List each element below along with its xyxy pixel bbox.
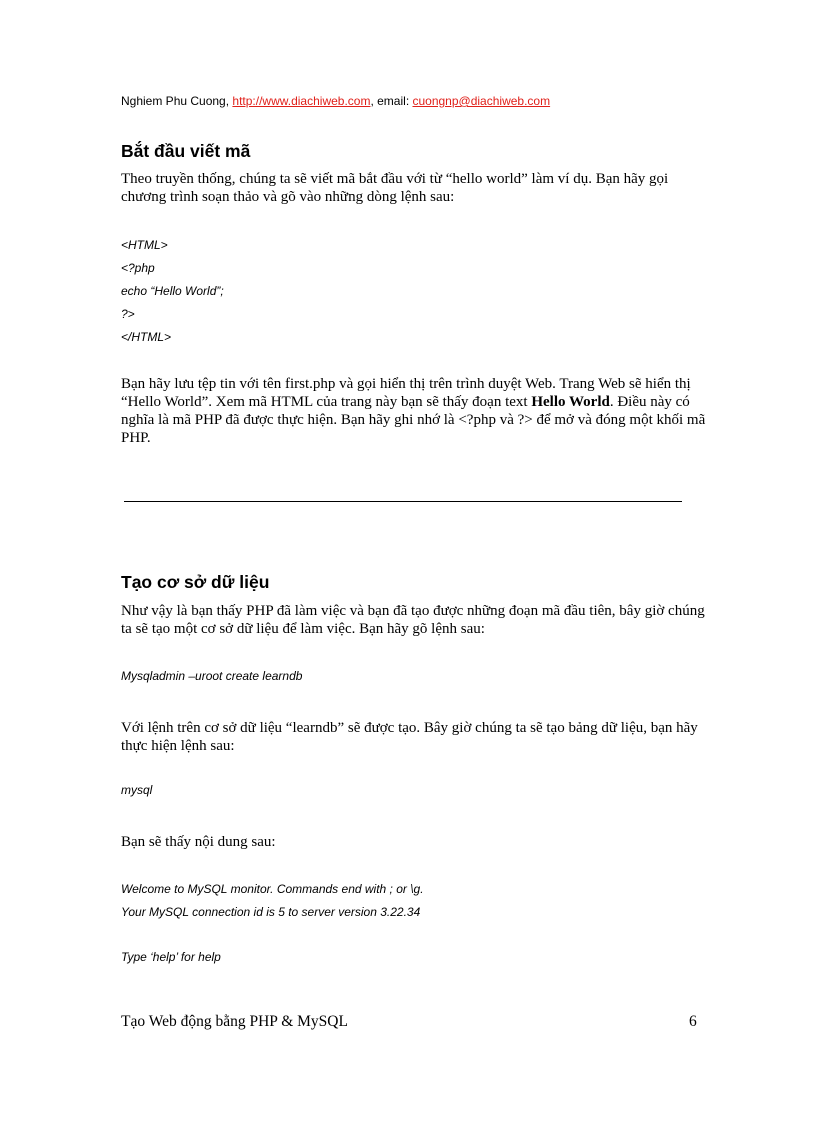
email-link[interactable]: cuongnp@diachiweb.com — [412, 94, 551, 108]
section-heading-start-coding: Bắt đầu viết mã — [121, 141, 251, 161]
mysqladmin-command: Mysqladmin –uroot create learndb — [121, 669, 303, 683]
mysql-command: mysql — [121, 783, 153, 797]
code-line: <HTML> — [121, 238, 168, 252]
explain-paragraph — [121, 375, 706, 447]
code-line: echo “Hello World”; — [121, 284, 224, 298]
explain-text-a: Bạn hãy lưu tệp tin với tên first.php và gọi hiển thị trên trình duyệt Web. Trang Web sẽ hiển thị “Hello World”. Xem mã HTML của trang này bạn sẽ thấy đoạn text — [121, 376, 691, 410]
code-line: <?php — [121, 261, 155, 275]
footer-title: Tạo Web động bằng PHP & MySQL — [121, 1013, 348, 1030]
section-heading-create-db: Tạo cơ sở dữ liệu — [121, 572, 270, 592]
mysql-output-line: Your MySQL connection id is 5 to server version 3.22.34 — [121, 905, 421, 919]
explain-text-b: . Điều này có nghĩa là mã PHP đã được thực hiện. Bạn hãy ghi nhớ là <?php và ?> để mở và đóng một khối mã PHP. — [121, 394, 706, 446]
website-link[interactable]: http://www.diachiweb.com — [232, 94, 371, 108]
mysql-output-line: Welcome to MySQL monitor. Commands end with ; or \g. — [121, 882, 424, 896]
see-content-paragraph: Bạn sẽ thấy nội dung sau: — [121, 834, 276, 850]
mysql-output-line: Type ‘help’ for help — [121, 950, 221, 964]
author-name: Nghiem Phu Cuong, — [121, 94, 233, 108]
page-header — [121, 94, 550, 108]
code-line: ?> — [121, 307, 135, 321]
intro-paragraph: Theo truyền thống, chúng ta sẽ viết mã bắt đầu với từ “hello world” làm ví dụ. Bạn hãy gọi chương trình soạn thảo và gõ vào những dòng lệnh sau: — [121, 171, 669, 205]
page-number: 6 — [689, 1013, 697, 1030]
explain-bold: Hello World — [531, 394, 610, 410]
db-intro-paragraph: Như vậy là bạn thấy PHP đã làm việc và bạn đã tạo được những đoạn mã đầu tiên, bây giờ chúng ta sẽ tạo một cơ sở dữ liệu để làm việc. Bạn hãy gõ lệnh sau: — [121, 603, 705, 637]
db-created-paragraph: Với lệnh trên cơ sở dữ liệu “learndb” sẽ được tạo. Bây giờ chúng ta sẽ tạo bảng dữ liệu, bạn hãy thực hiện lệnh sau: — [121, 720, 698, 754]
code-line: </HTML> — [121, 330, 172, 344]
horizontal-rule — [124, 501, 682, 502]
email-label: , email: — [370, 94, 413, 108]
